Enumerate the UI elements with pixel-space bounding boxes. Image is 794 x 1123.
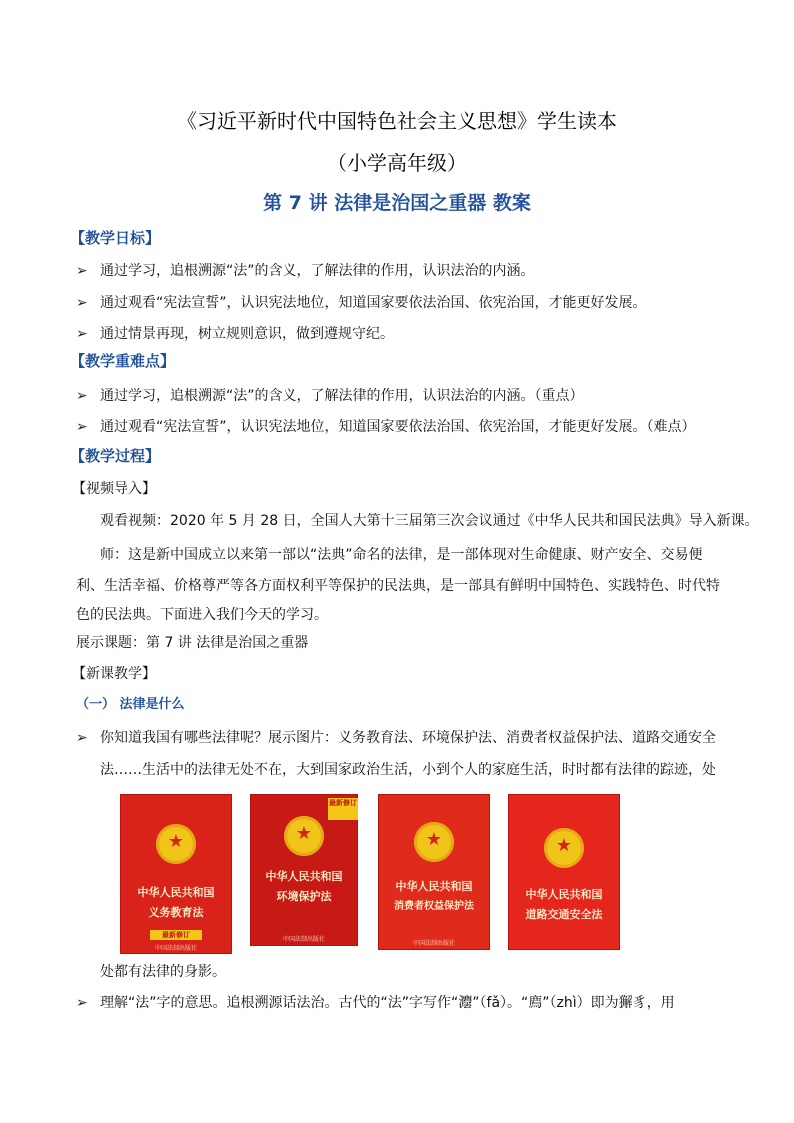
video-paragraph: 观看视频：2020 年 5 月 28 日，全国人大第十三届第三次会议通过《中华人民共和国民法典》导入新课。 — [100, 513, 759, 529]
arrow-bullet-icon: ➢ — [76, 995, 88, 1011]
topic-line: 展示课题：第 7 讲 法律是治国之重器 — [76, 635, 309, 651]
arrow-bullet-icon: ➢ — [76, 388, 88, 404]
law-book-images — [118, 794, 638, 954]
arrow-bullet-icon: ➢ — [76, 730, 88, 746]
keypoints-heading: 【教学重难点】 — [70, 352, 176, 370]
book-title-line: 中华人民共和国 — [137, 886, 215, 899]
laws-bullet-line: 你知道我国有哪些法律呢？展示图片：义务教育法、环境保护法、消费者权益保护法、道路交通安全 — [100, 730, 716, 746]
objective-text: 通过情景再现，树立规则意识，做到遵规守纪。 — [100, 326, 394, 342]
teacher-paragraph-line: 利、生活幸福、价格尊严等各方面权利平等保护的民法典，是一部具有鲜明中国特色、实践特色、时代特 — [76, 578, 720, 594]
arrow-bullet-icon: ➢ — [76, 263, 88, 279]
teacher-paragraph-line: 师：这是新中国成立以来第一部以“法典”命名的法律，是一部体现对生命健康、财产安全、交易便 — [100, 547, 703, 563]
objective-item — [76, 324, 394, 344]
objective-item — [76, 261, 535, 281]
objective-item — [76, 293, 647, 313]
arrow-bullet-icon: ➢ — [76, 419, 88, 435]
document-title: 《习近平新时代中国特色社会主义思想》学生读本 — [177, 109, 617, 133]
lesson-title: 第 7 讲 法律是治国之重器 教案 — [263, 192, 531, 214]
law-book-cover — [508, 794, 620, 950]
book-title-line: 中华人民共和国 — [525, 888, 603, 901]
law-book-cover — [120, 794, 232, 954]
section-heading: （一） 法律是什么 — [76, 697, 185, 712]
national-emblem-icon — [414, 822, 454, 862]
book-publisher: 中国法制出版社 — [282, 936, 325, 943]
book-title-line: 义务教育法 — [148, 906, 204, 919]
national-emblem-icon — [156, 824, 196, 864]
laws-bullet-line: 处都有法律的身影。 — [100, 964, 226, 980]
book-publisher: 中国法制出版社 — [412, 940, 455, 947]
keypoint-text: 通过观看“宪法宣誓”，认识宪法地位，知道国家要依法治国、依宪治国，才能更好发展。（难点） — [100, 419, 696, 435]
book-publisher: 中国法制出版社 — [154, 945, 197, 952]
objectives-heading: 【教学日标】 — [70, 229, 161, 247]
video-heading: 【视频导入】 — [72, 481, 156, 497]
objective-text: 通过观看“宪法宣誓”，认识宪法地位，知道国家要依法治国、依宪治国，才能更好发展。 — [100, 295, 647, 311]
book-edition-badge: 最新修订 — [328, 798, 358, 820]
national-emblem-icon — [544, 828, 584, 868]
book-title-line: 消费者权益保护法 — [394, 901, 474, 912]
law-book-cover — [378, 794, 490, 950]
keypoint-text: 通过学习，追根溯源“法”的含义，了解法律的作用，认识法治的内涵。（重点） — [100, 388, 584, 404]
fa-character-text: 理解“法”字的意思。追根溯源话法治。古代的“法”字写作“灋”（fǎ）。“廌”（zhì）即为獬豸，用 — [100, 995, 675, 1011]
book-title-line: 道路交通安全法 — [525, 908, 603, 921]
arrow-bullet-icon: ➢ — [76, 295, 88, 311]
process-heading: 【教学过程】 — [70, 447, 161, 465]
book-title-line: 中华人民共和国 — [265, 870, 343, 883]
law-book-cover — [250, 794, 358, 946]
national-emblem-icon — [284, 816, 324, 856]
new-lesson-heading: 【新课教学】 — [72, 666, 156, 682]
objective-text: 通过学习，追根溯源“法”的含义，了解法律的作用，认识法治的内涵。 — [100, 263, 535, 279]
book-edition-badge: 最新修订 — [150, 930, 202, 940]
book-title-line: 环境保护法 — [276, 890, 332, 903]
teacher-paragraph-line: 色的民法典。下面进入我们今天的学习。 — [76, 607, 328, 623]
keypoint-item — [76, 417, 696, 437]
laws-bullet-line: 法……生活中的法律无处不在，大到国家政治生活，小到个人的家庭生活，时时都有法律的踪迹，处 — [100, 762, 716, 778]
arrow-bullet-icon: ➢ — [76, 326, 88, 342]
laws-bullet — [76, 728, 716, 748]
book-title-line: 中华人民共和国 — [395, 880, 473, 893]
document-subtitle: （小学高年级） — [327, 151, 467, 175]
keypoint-item — [76, 386, 584, 406]
fa-character-bullet — [76, 993, 675, 1013]
